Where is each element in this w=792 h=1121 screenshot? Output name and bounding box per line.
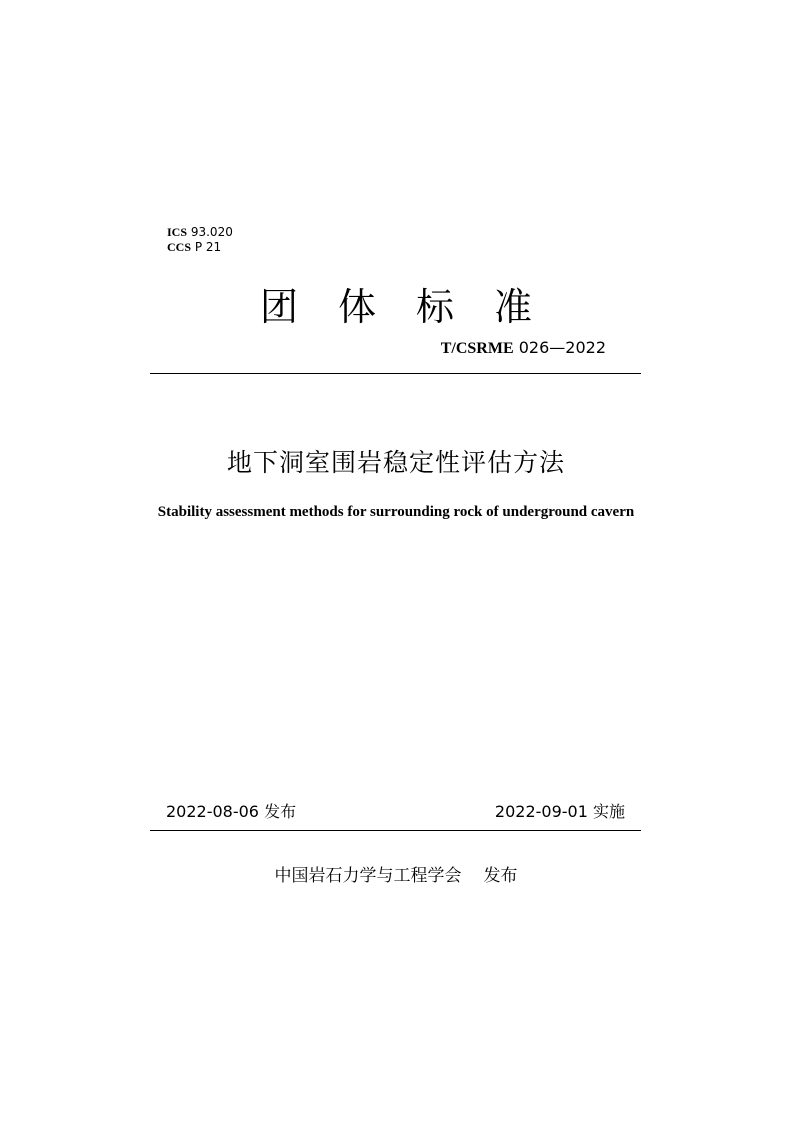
implementation-date-label: 实施 xyxy=(592,802,625,821)
issue-date-value: 2022-08-06 xyxy=(166,802,259,821)
bottom-divider xyxy=(150,830,641,831)
classification-codes xyxy=(167,225,233,255)
ccs-value: P 21 xyxy=(194,240,222,254)
publisher-line xyxy=(0,861,792,886)
issue-date xyxy=(166,799,296,822)
publisher-name: 中国岩石力学与工程学会 xyxy=(274,866,462,886)
ccs-code xyxy=(167,240,233,255)
standard-number-prefix: T/CSRME xyxy=(440,340,514,357)
standard-number xyxy=(441,338,606,358)
document-title-chinese: 地下洞室围岩稳定性评估方法 xyxy=(226,448,565,477)
standard-type-heading: 团体标准 xyxy=(259,285,572,329)
implementation-date xyxy=(495,799,625,822)
publisher-label: 发布 xyxy=(483,866,518,886)
document-title-english: Stability assessment methods for surrounding rock of underground cavern xyxy=(157,504,635,520)
ccs-label: CCS xyxy=(167,240,192,254)
ics-value: 93.020 xyxy=(190,225,233,239)
implementation-date-value: 2022-09-01 xyxy=(494,802,588,821)
standard-number-value: 026—2022 xyxy=(518,338,606,357)
ics-label: ICS xyxy=(167,225,188,239)
issue-date-label: 发布 xyxy=(264,802,297,821)
ics-code xyxy=(167,225,233,240)
top-divider xyxy=(150,373,641,374)
